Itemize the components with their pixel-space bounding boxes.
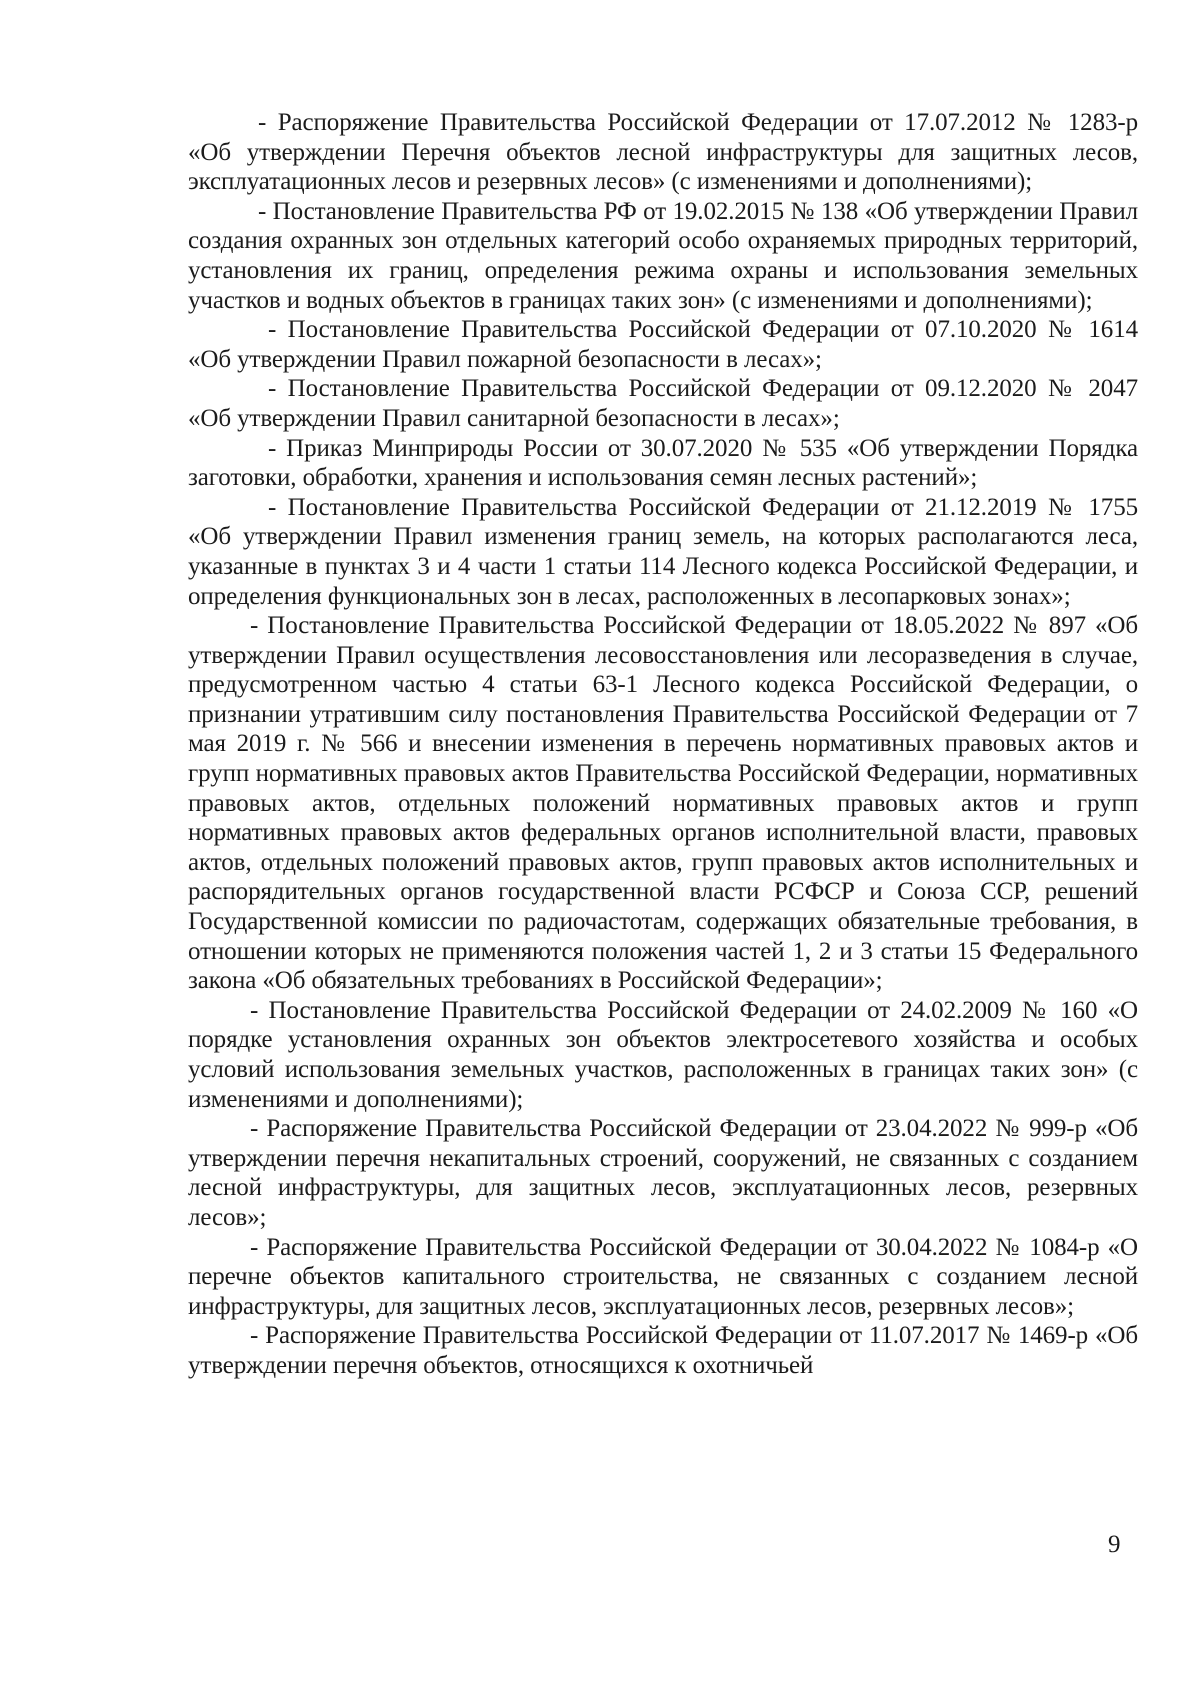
list-item: - Распоряжение Правительства Российской Федерации от 23.04.2022 № 999-р «Об утверждении перечня некапитальных строений, сооружений, не связанных с созданием лесной инфраструктуры, для защитных лесов, эксплуатационных лесов, резервных лесов»; bbox=[188, 1115, 1138, 1231]
list-item: - Распоряжение Правительства Российской Федерации от 17.07.2012 № 1283-р «Об утверждении Перечня объектов лесной инфраструктуры для защитных лесов, эксплуатационных лесов и резервных лесов» (с изменениями и дополнениями); bbox=[188, 109, 1138, 196]
list-item: - Постановление Правительства РФ от 19.02.2015 № 138 «Об утверждении Правил создания охранных зон отдельных категорий особо охраняемых природных территорий, установления их границ, определения режима охраны и использования земельных участков и водных объектов в границах таких зон» (с изменениями и дополнениями); bbox=[188, 197, 1138, 314]
list-item: - Распоряжение Правительства Российской Федерации от 11.07.2017 № 1469-р «Об утверждении перечня объектов, относящихся к охотничьей bbox=[188, 1322, 1138, 1379]
document-body bbox=[188, 108, 1138, 1381]
list-item: - Постановление Правительства Российской Федерации от 09.12.2020 № 2047 «Об утверждении Правил санитарной безопасности в лесах»; bbox=[188, 375, 1138, 432]
list-item: - Постановление Правительства Российской Федерации от 24.02.2009 № 160 «О порядке установления охранных зон объектов электросетевого хозяйства и особых условий использования земельных участков, расположенных в границах таких зон» (с изменениями и дополнениями); bbox=[188, 996, 1138, 1113]
list-item: - Постановление Правительства Российской Федерации от 18.05.2022 № 897 «Об утверждении Правил осуществления лесовосстановления или лесоразведения в случае, предусмотренном частью 4 статьи 63-1 Лесного кодекса Российской Федерации, о признании утратившим силу постановления Правительства Российской Федерации от 7 мая 2019 г. № 566 и внесении изменения в перечень нормативных правовых актов и групп нормативных правовых актов Правительства Российской Федерации, нормативных правовых актов, отдельных положений нормативных правовых актов и групп нормативных правовых актов федеральных органов исполнительной власти, правовых актов, отдельных положений правовых актов, групп правовых актов исполнительных и распорядительных органов государственной власти РСФСР и Союза ССР, решений Государственной комиссии по радиочастотам, содержащих обязательные требования, в отношении которых не применяются положения частей 1, 2 и 3 статьи 15 Федерального закона «Об обязательных требованиях в Российской Федерации»; bbox=[188, 612, 1138, 995]
list-item: - Распоряжение Правительства Российской Федерации от 30.04.2022 № 1084-р «О перечне объектов капитального строительства, не связанных с созданием лесной инфраструктуры, для защитных лесов, эксплуатационных лесов, резервных лесов»; bbox=[188, 1233, 1138, 1320]
list-item: - Постановление Правительства Российской Федерации от 21.12.2019 № 1755 «Об утверждении Правил изменения границ земель, на которых располагаются леса, указанные в пунктах 3 и 4 части 1 статьи 114 Лесного кодекса Российской Федерации, и определения функциональных зон в лесах, расположенных в лесопарковых зонах»; bbox=[188, 493, 1138, 610]
list-item: - Постановление Правительства Российской Федерации от 07.10.2020 № 1614 «Об утверждении Правил пожарной безопасности в лесах»; bbox=[188, 316, 1138, 373]
page-number: 9 bbox=[1108, 1531, 1121, 1558]
list-item: - Приказ Минприроды России от 30.07.2020 № 535 «Об утверждении Порядка заготовки, обработки, хранения и использования семян лесных растений»; bbox=[188, 434, 1138, 492]
